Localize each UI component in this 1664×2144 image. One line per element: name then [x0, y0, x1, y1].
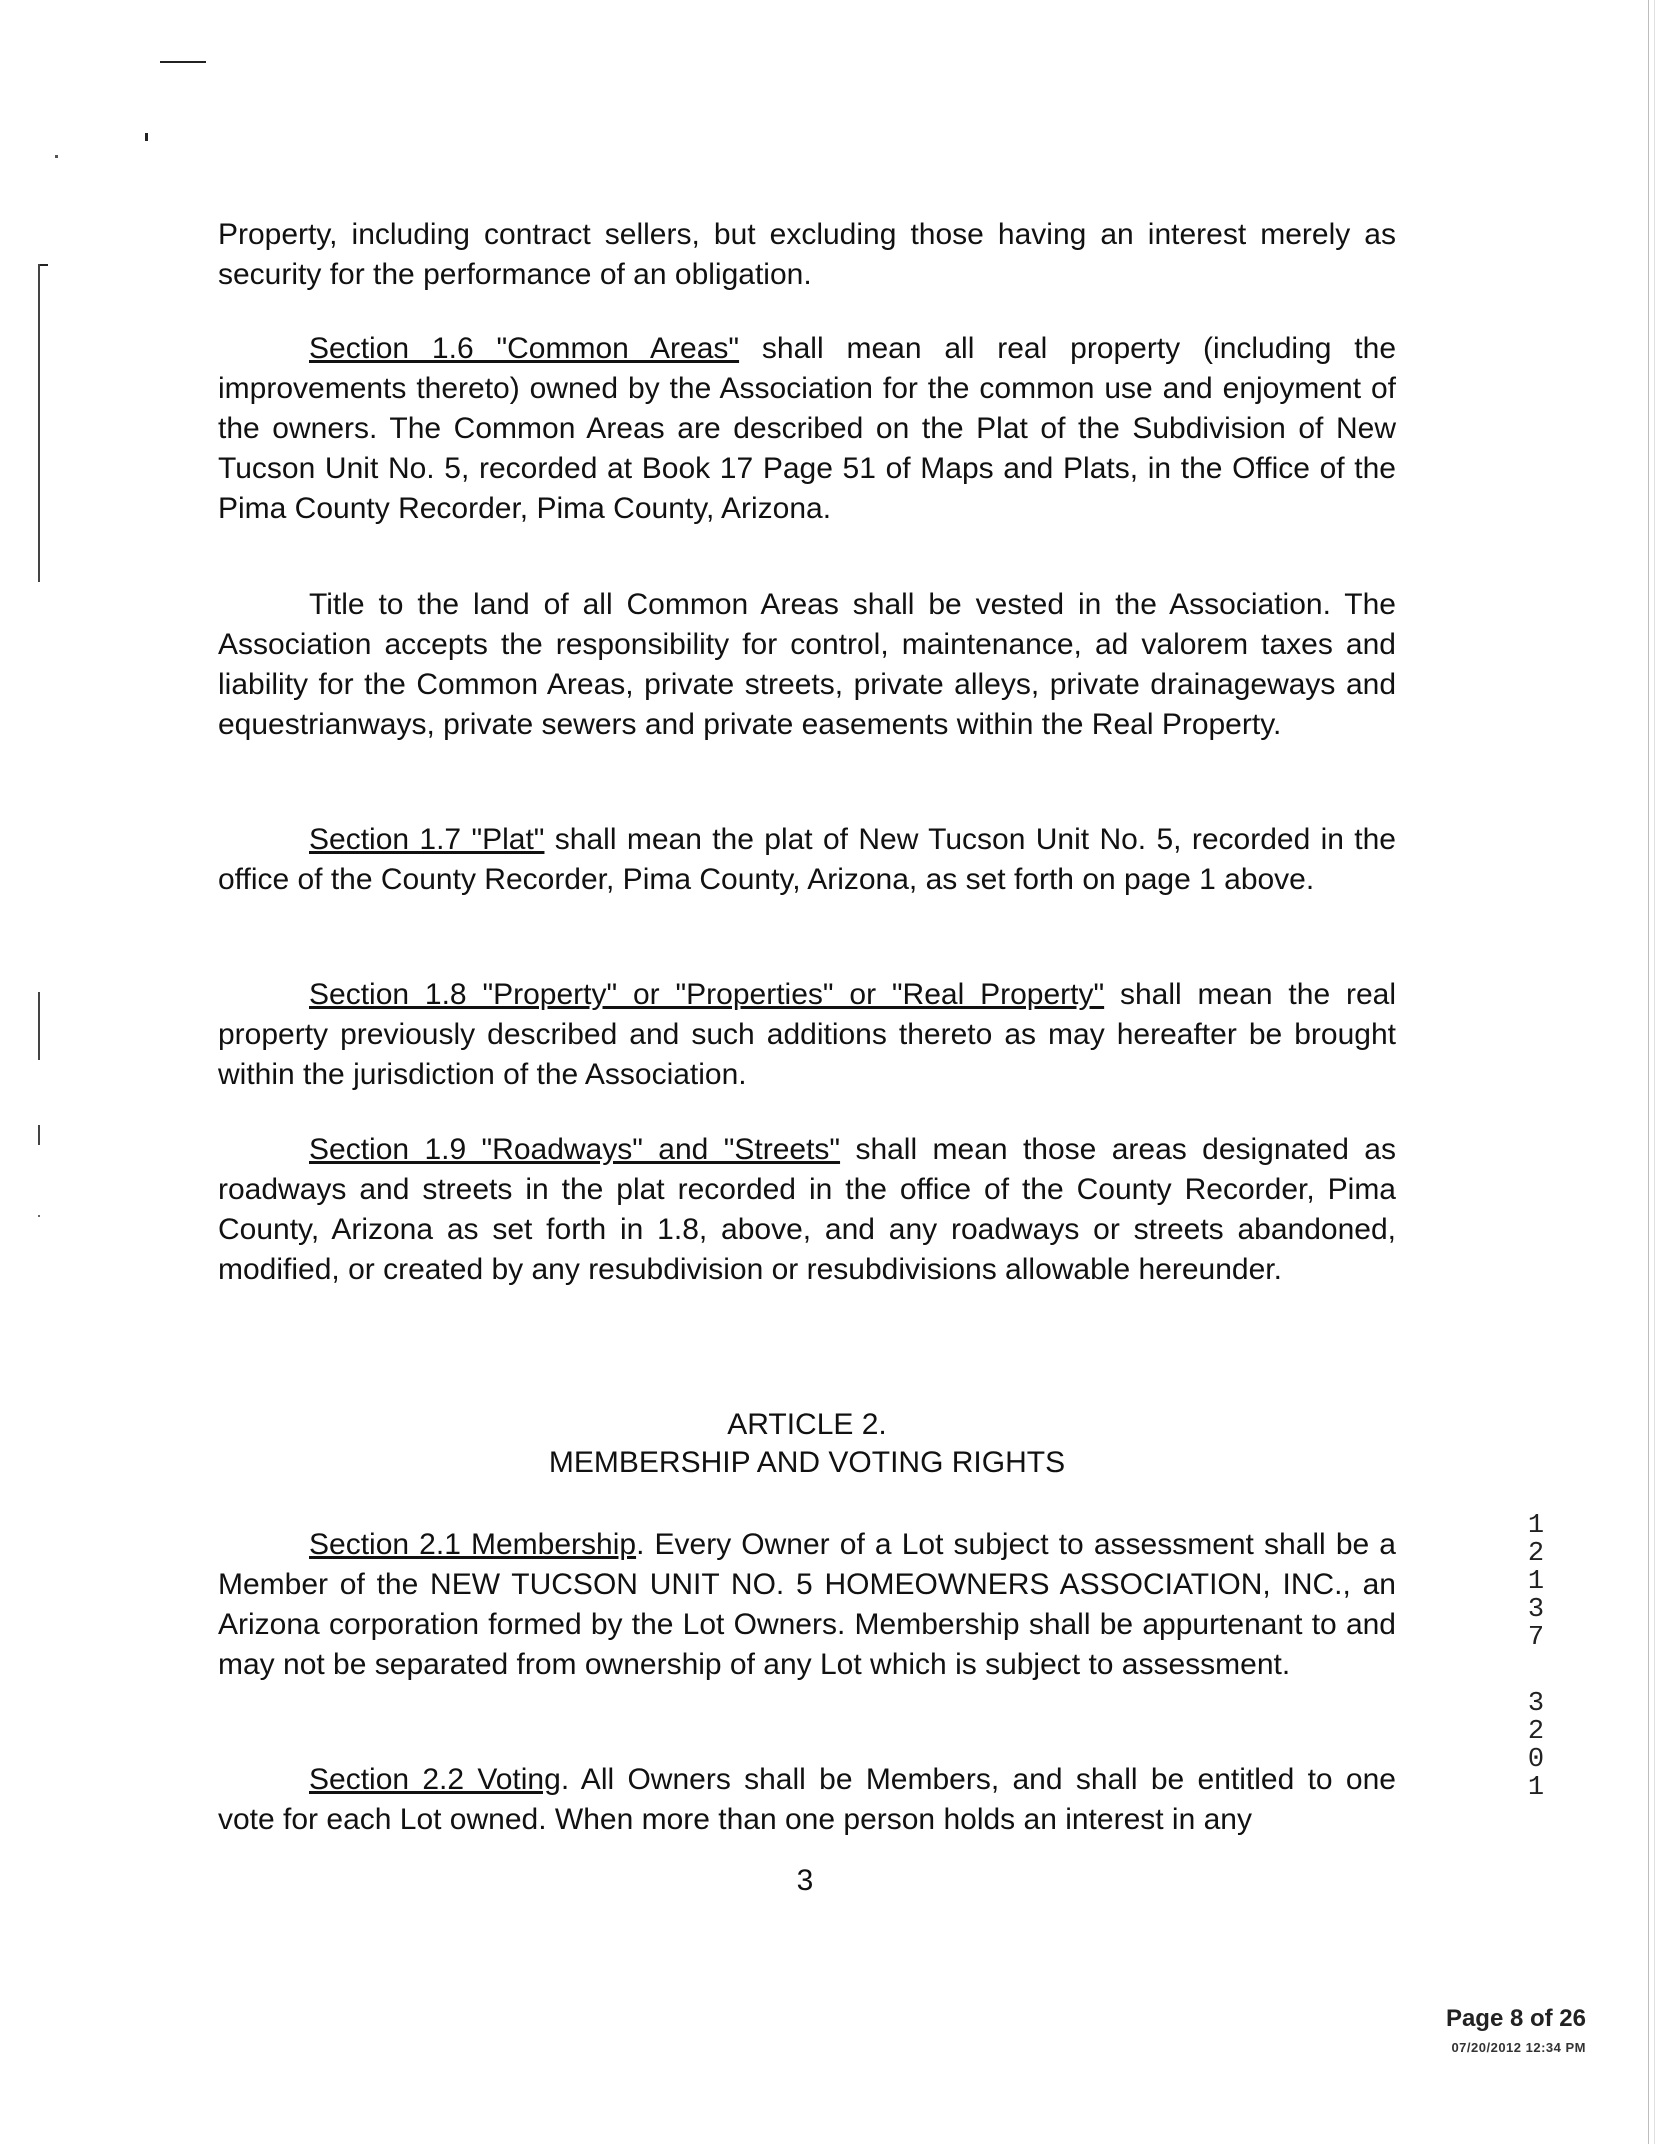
scan-mark	[145, 133, 148, 141]
section-1-9	[218, 1130, 1396, 1290]
title-paragraph	[218, 585, 1396, 745]
section-text: . All Owners shall be Members, and shall be entitled to one vote for each Lot owned. When more than one person holds an interest in any	[218, 1763, 1396, 1836]
scan-mark	[160, 61, 206, 63]
recording-digit: 3	[1527, 1595, 1545, 1625]
section-heading: Section 2.1 Membership	[309, 1528, 637, 1561]
page-edge	[1648, 0, 1649, 2144]
footer-timestamp: 07/20/2012 12:34 PM	[1451, 2040, 1586, 2055]
scan-mark	[38, 1215, 40, 1217]
paragraph-text: Title to the land of all Common Areas shall be vested in the Association. The Association accepts the responsibility for control, maintenance, ad valorem taxes and liability for the Common Areas, private streets, private alleys, private drainageways and equestrianways, private sewers and private easements within the Real Property.	[218, 588, 1396, 741]
recording-digit: 2	[1527, 1539, 1545, 1569]
recording-digit: 1	[1527, 1511, 1545, 1541]
margin-change-bar	[38, 264, 40, 582]
recording-number-group-1	[1523, 1512, 1549, 1652]
section-heading: Section 1.9 "Roadways" and "Streets"	[309, 1133, 841, 1166]
section-heading: Section 2.2 Voting	[309, 1763, 561, 1796]
paragraph-text: Property, including contract sellers, but excluding those having an interest merely as security for the performance of an obligation.	[218, 218, 1396, 291]
page-number: 3	[796, 1864, 814, 1897]
section-heading: Section 1.6 "Common Areas"	[309, 332, 740, 365]
section-heading: Section 1.8 "Property" or "Properties" or "Real Property"	[309, 978, 1105, 1011]
recording-digit: 3	[1527, 1689, 1545, 1719]
recording-digit: 7	[1527, 1623, 1545, 1653]
section-text: shall mean all real property (including the improvements thereto) owned by the Association for the common use and enjoyment of the owners. The Common Areas are described on the Plat of the Subdivision of New Tucson Unit No. 5, recorded at Book 17 Page 51 of Maps and Plats, in the Office of the Pima County Recorder, Pima County, Arizona.	[218, 332, 1397, 525]
section-text: shall mean the real property previously described and such additions thereto as may hereafter be brought within the jurisdiction of the Association.	[218, 978, 1397, 1091]
section-text: shall mean the plat of New Tucson Unit No. 5, recorded in the office of the County Recorder, Pima County, Arizona, as set forth on page 1 above.	[218, 823, 1396, 896]
section-text: . Every Owner of a Lot subject to assessment shall be a Member of the NEW TUCSON UNIT NO. 5 HOMEOWNERS ASSOCIATION, INC., an Arizona corporation formed by the Lot Owners. Membership shall be appurtenant to and may not be separated from ownership of any Lot which is subject to assessment.	[218, 1528, 1396, 1681]
section-text: shall mean those areas designated as roadways and streets in the plat recorded in the office of the County Recorder, Pima County, Arizona as set forth in 1.8, above, and any roadways or streets abandoned, modified, or created by any resubdivision or resubdivisions allowable hereunder.	[218, 1133, 1396, 1286]
recording-digit: 2	[1527, 1717, 1545, 1747]
footer-page-label: Page 8 of 26	[1445, 2005, 1586, 2032]
section-1-7	[218, 820, 1396, 900]
continuation-paragraph	[218, 215, 1396, 295]
section-heading: Section 1.7 "Plat"	[309, 823, 545, 856]
scan-mark	[55, 155, 58, 158]
article-number: ARTICLE 2.	[727, 1408, 887, 1441]
section-1-8	[218, 975, 1396, 1095]
margin-change-bar	[38, 1125, 40, 1145]
margin-change-bar	[38, 992, 40, 1060]
article-title: MEMBERSHIP AND VOTING RIGHTS	[548, 1446, 1066, 1479]
section-2-1	[218, 1525, 1396, 1685]
section-2-2	[218, 1760, 1396, 1840]
recording-digit: 1	[1527, 1773, 1545, 1803]
recording-digit: 0	[1527, 1745, 1545, 1775]
page-edge	[1654, 0, 1655, 2144]
recording-digit: 1	[1527, 1567, 1545, 1597]
section-1-6	[218, 329, 1396, 529]
recording-number-group-2	[1523, 1690, 1549, 1802]
